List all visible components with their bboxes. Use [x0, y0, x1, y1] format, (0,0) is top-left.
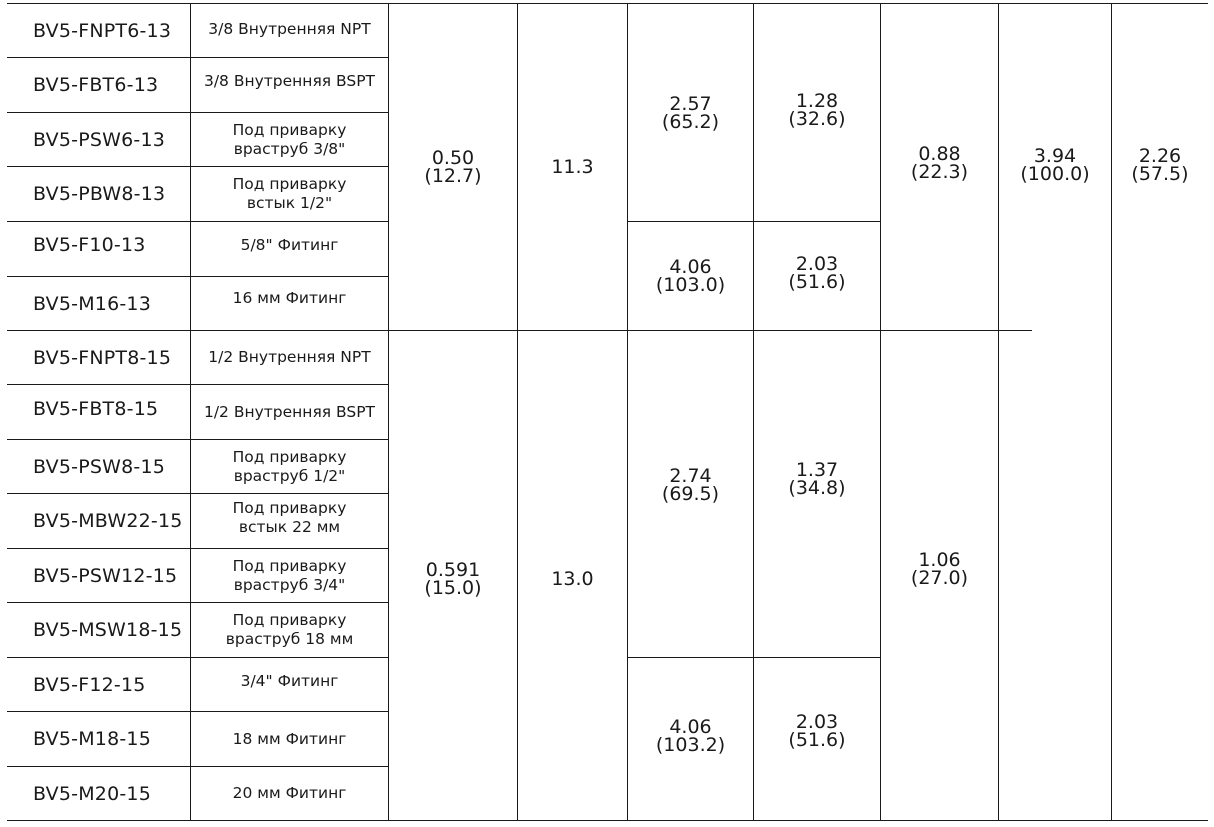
value-cell: 4.06 (103.0): [655, 256, 726, 296]
model-cell: BV5-FBT6-13: [33, 74, 159, 96]
model-cell: BV5-M18-15: [33, 728, 151, 750]
description-cell: Под приварку враструб 1/2": [232, 447, 347, 485]
rule-col: [1111, 3, 1112, 821]
value-cell: 0.591 (15.0): [424, 559, 482, 599]
value-cell: 2.57 (65.2): [661, 92, 720, 133]
description-cell: 1/2 Внутренняя NPT: [208, 348, 371, 366]
value-cell: 4.06 (103.2): [655, 716, 726, 756]
model-cell: BV5-FNPT8-15: [33, 346, 172, 369]
value-cell: 13.0: [551, 568, 594, 590]
model-cell: BV5-PSW8-15: [33, 455, 166, 478]
description-cell: Под приварку встык 1/2": [232, 175, 347, 212]
value-cell: 2.74 (69.5): [661, 465, 720, 505]
description-cell: Под приварку враструб 3/4": [232, 556, 347, 594]
description-cell: 3/8 Внутренняя BSPT: [203, 71, 376, 90]
rule-col: [998, 3, 999, 821]
model-cell: BV5-FNPT6-13: [33, 19, 172, 42]
model-cell: BV5-F10-13: [33, 234, 146, 256]
description-cell: 18 мм Фитинг: [232, 729, 347, 748]
value-cell: 1.06 (27.0): [910, 549, 969, 589]
value-cell: 2.03 (51.6): [788, 253, 846, 293]
model-cell: BV5-F12-15: [33, 673, 146, 696]
description-cell: 16 мм Фитинг: [232, 289, 347, 307]
value-cell: 11.3: [551, 156, 594, 178]
description-cell: Под приварку враструб 3/8": [232, 120, 347, 158]
description-cell: 3/8 Внутренняя NPT: [208, 20, 371, 38]
description-cell: 3/4" Фитинг: [240, 671, 339, 690]
value-cell: 3.94 (100.0): [1020, 145, 1090, 185]
model-cell: BV5-PSW12-15: [33, 564, 178, 587]
description-cell: Под приварку враструб 18 мм: [225, 611, 354, 648]
value-cell: 2.26 (57.5): [1131, 145, 1189, 185]
model-cell: BV5-PSW6-13: [33, 128, 166, 151]
value-cell: 2.03 (51.6): [788, 711, 846, 751]
model-cell: BV5-MBW22-15: [33, 510, 183, 532]
description-cell: Под приварку встык 22 мм: [232, 499, 347, 536]
model-cell: BV5-FBT8-15: [33, 398, 159, 420]
value-cell: 0.88 (22.3): [910, 143, 969, 183]
value-cell: 0.50 (12.7): [424, 147, 482, 187]
model-cell: BV5-PBW8-13: [33, 183, 166, 205]
description-cell: 1/2 Внутренняя BSPT: [203, 402, 376, 421]
model-cell: BV5-M16-13: [33, 292, 151, 315]
model-cell: BV5-MSW18-15: [33, 619, 183, 641]
value-cell: 1.28 (32.6): [788, 89, 846, 130]
model-cell: BV5-M20-15: [33, 782, 151, 805]
description-cell: 20 мм Фитинг: [232, 784, 347, 802]
description-cell: 5/8" Фитинг: [240, 235, 339, 254]
value-cell: 1.37 (34.8): [788, 459, 846, 499]
